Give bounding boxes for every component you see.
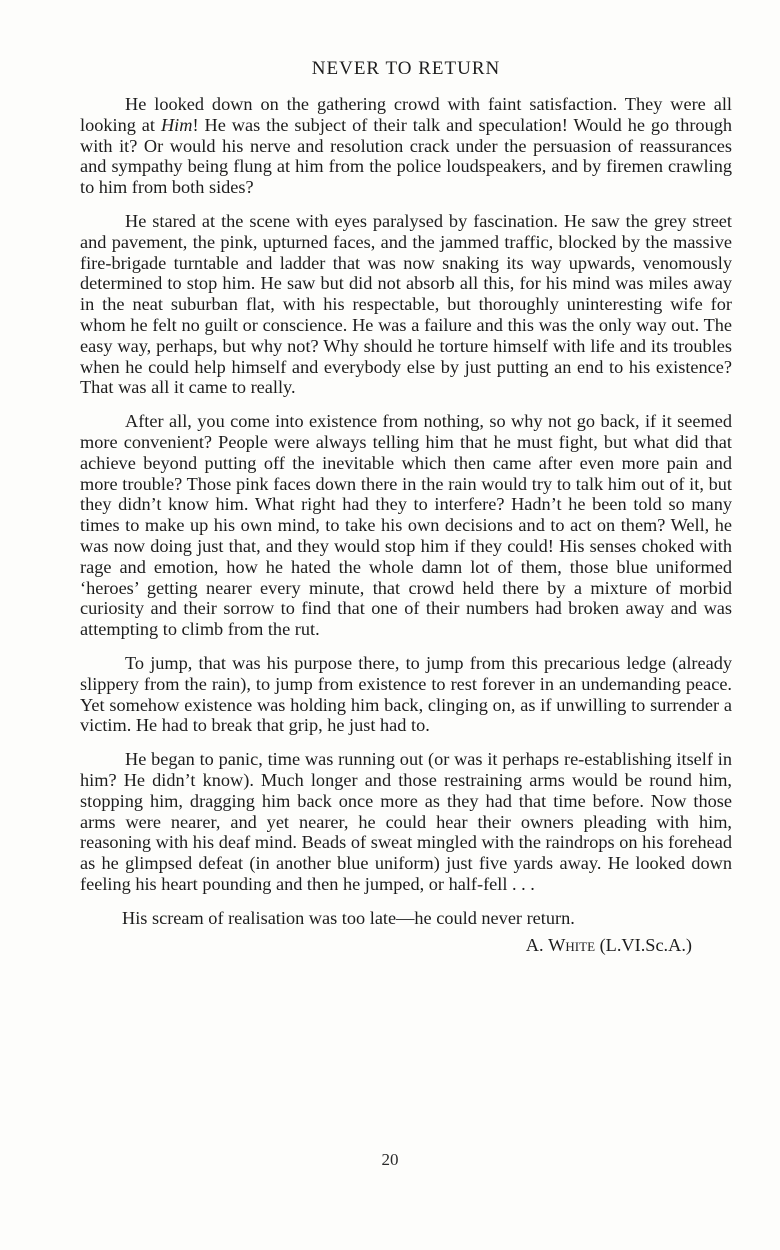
paragraph-3: After all, you come into existence from nothing, so why not go back, if it seemed more convenient? People were always telling him that he must fight, but what did that achieve beyond putting off the inevitable which then came after even more pain and more trouble? Those pink faces down there in the rain would try to talk him out of it, but they didn’t know him. What right had they to interfere? Hadn’t he been told so many times to make up his own mind, to take his own decisions and to act on them? Well, he was now doing just that, and they would stop him if they could! His senses choked with rage and emotion, how he hated the whole damn lot of them, those blue uniformed ‘heroes’ getting nearer every minute, that crowd held there by a mixture of morbid curiosity and their sorrow to find that one of their numbers had broken away and was attempting to climb from the rut. xyxy=(80,411,732,640)
author-initial: A. xyxy=(525,934,544,955)
paragraph-5: He began to panic, time was running out (or was it perhaps re-establishing itself in him? He didn’t know). Much longer and those restraining arms would be round him, stopping him, dragging him back once more as they had that time before. Now those arms were nearer, and yet nearer, he could hear their owners pleading with him, reasoning with his deaf mind. Beads of sweat mingled with the raindrops on his forehead as he glimpsed defeat (in another blue uniform) just five yards away. He looked down feeling his heart pounding and then he jumped, or half-fell . . . xyxy=(80,749,732,894)
paragraph-1 xyxy=(80,94,732,198)
author-form: (L.VI.Sc.A.) xyxy=(599,934,692,955)
page-number: 20 xyxy=(381,1150,399,1169)
author-surname: White xyxy=(548,934,596,955)
closing-line: His scream of realisation was too late—he could never return. xyxy=(122,907,575,928)
story-page xyxy=(80,58,732,956)
emphasis-him: Him xyxy=(160,114,193,135)
paragraph-2: He stared at the scene with eyes paralysed by fascination. He saw the grey street and pavement, the pink, upturned faces, and the jammed traffic, blocked by the massive fire-brigade turntable and ladder that was now snaking its way upwards, venomously determined to stop him. He saw but did not absorb all this, for his mind was miles away in the neat suburban flat, with his respectable, but thoroughly uninteresting wife for whom he felt no guilt or conscience. He was a failure and this was the only way out. The easy way, perhaps, but why not? Why should he torture himself with life and its troubles when he could help himself and everybody else by just putting an end to his existence? That was all it came to really. xyxy=(80,210,732,398)
story-title: NEVER TO RETURN xyxy=(311,58,501,79)
paragraph-1-end: ! He was the subject of their talk and speculation! Would he go through with it? Or would his nerve and resolution crack under the persuasion of reassurances and sympathy being flung at him from the police loudspeakers, and by firemen crawling to him from both sides? xyxy=(80,114,732,198)
paragraph-1-start: He looked down on the gathering crowd with faint satisfaction. They were all looking at xyxy=(80,94,732,135)
author-credit xyxy=(80,935,732,956)
paragraph-4: To jump, that was his purpose there, to jump from this precarious ledge (already slippery from the rain), to jump from existence to rest forever in an undemanding peace. Yet somehow existence was holding him back, clinging on, as if unwilling to surrender a victim. He had to break that grip, he just had to. xyxy=(80,652,732,736)
